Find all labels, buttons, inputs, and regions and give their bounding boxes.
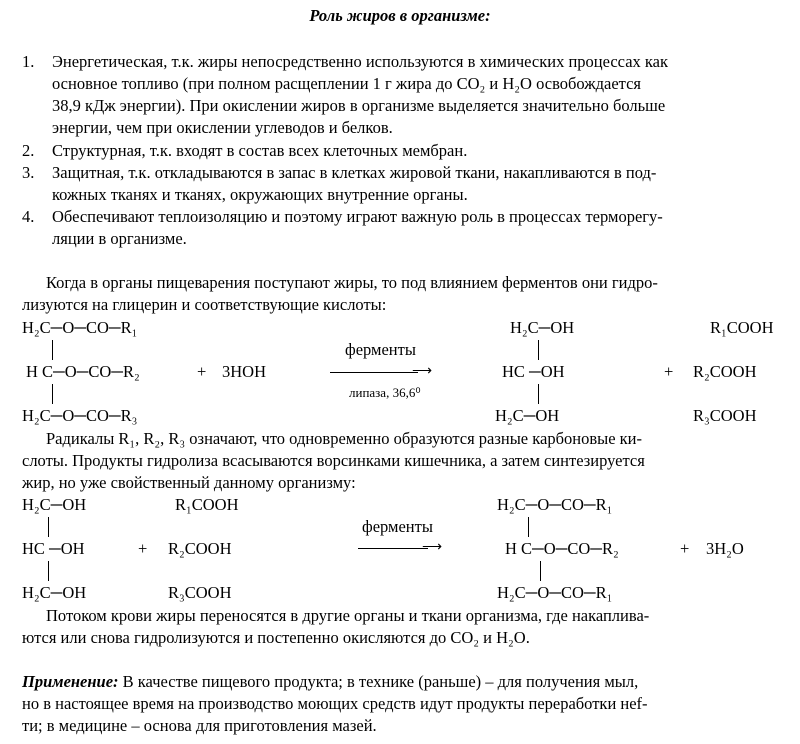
fat-row-1: H₂C─O─CO─R₁ bbox=[22, 318, 138, 337]
bond-line bbox=[52, 340, 53, 360]
fat-row-1: H₂C─O─CO─R₁ bbox=[497, 495, 613, 514]
acid-row-3: R₃COOH bbox=[168, 583, 232, 602]
glycerol-row-3: H₂C─OH bbox=[495, 406, 560, 425]
list-number: 3. bbox=[22, 163, 35, 182]
glycerol-row-1: H₂C─OH bbox=[22, 495, 87, 514]
fat-row-2: H C─O─CO─R₂ bbox=[26, 362, 140, 381]
list-line: Защитная, т.к. откладываются в запас в клетках жировой ткани, накапливаются в под- bbox=[52, 163, 657, 182]
list-number: 2. bbox=[22, 141, 35, 160]
plus-sign: + bbox=[664, 362, 674, 381]
paragraph-line: Радикалы R₁, R₂, R₃ означают, что одновременно образуются разные карбоновые ки- bbox=[46, 429, 642, 448]
reaction-arrow bbox=[330, 372, 418, 373]
paragraph-line: ются или снова гидролизуются и постепенно окисляются до CO₂ и H₂O. bbox=[22, 628, 530, 647]
paragraph-line: В качестве пищевого продукта; в технике (раньше) – для получения мыл, bbox=[118, 672, 639, 691]
list-line: энергии, чем при окислении углеводов и белков. bbox=[52, 118, 393, 137]
catalyst-label: липаза, 36,6⁰ bbox=[349, 385, 421, 400]
paragraph-line: жир, но уже свойственный данному организму: bbox=[22, 473, 356, 492]
list-number: 1. bbox=[22, 52, 35, 71]
fat-row-3: H₂C─O─CO─R₃ bbox=[22, 406, 138, 425]
acid-row-2: R₂COOH bbox=[693, 362, 757, 381]
glycerol-row-2: HC ─OH bbox=[22, 539, 85, 558]
acid-row-2: R₂COOH bbox=[168, 539, 232, 558]
glycerol-row-2: HC ─OH bbox=[502, 362, 565, 381]
arrow-head-icon: ⟶ bbox=[422, 540, 443, 555]
acid-row-1: R₁COOH bbox=[175, 495, 239, 514]
paragraph-line: но в настоящее время на производство моющих средств идут продукты переработки нef- bbox=[22, 694, 648, 713]
list-number: 4. bbox=[22, 207, 35, 226]
water-product: 3H₂O bbox=[706, 539, 744, 558]
paragraph-line: Когда в органы пищеварения поступают жиры, то под влиянием ферментов они гидро- bbox=[46, 273, 658, 292]
list-line: кожных тканях и тканях, окружающих внутренние органы. bbox=[52, 185, 468, 204]
acid-row-3: R₃COOH bbox=[693, 406, 757, 425]
paragraph-line: ти; в медицине – основа для приготовления мазей. bbox=[22, 716, 377, 735]
page-title: Роль жиров в организме: bbox=[309, 6, 491, 25]
paragraph-line: лизуются на глицерин и соответствующие кислоты: bbox=[22, 295, 387, 314]
bond-line bbox=[48, 561, 49, 581]
list-line: 38,9 кДж энергии). При окислении жиров в организме выделяется значительно больше bbox=[52, 96, 666, 115]
list-line: Структурная, т.к. входят в состав всех клеточных мембран. bbox=[52, 141, 468, 160]
glycerol-row-1: H₂C─OH bbox=[510, 318, 575, 337]
list-line: Обеспечивают теплоизоляцию и поэтому играют важную роль в процессах терморегу- bbox=[52, 207, 663, 226]
plus-sign: + bbox=[138, 539, 148, 558]
enzyme-label: ферменты bbox=[345, 340, 416, 359]
bond-line bbox=[528, 517, 529, 537]
fat-row-2: H C─O─CO─R₂ bbox=[505, 539, 619, 558]
bond-line bbox=[52, 384, 53, 404]
bond-line bbox=[48, 517, 49, 537]
list-line: основное топливо (при полном расщеплении 1 г жира до CO₂ и H₂O освобождается bbox=[52, 74, 642, 93]
plus-sign: + bbox=[680, 539, 690, 558]
bond-line bbox=[538, 340, 539, 360]
enzyme-label: ферменты bbox=[362, 517, 433, 536]
paragraph-line: слоты. Продукты гидролиза всасываются ворсинками кишечника, а затем синтезируется bbox=[22, 451, 645, 470]
list-line: Энергетическая, т.к. жиры непосредственно используются в химических процессах как bbox=[52, 52, 669, 71]
fat-row-3: H₂C─O─CO─R₁ bbox=[497, 583, 613, 602]
bond-line bbox=[540, 561, 541, 581]
glycerol-row-3: H₂C─OH bbox=[22, 583, 87, 602]
list-line: ляции в организме. bbox=[52, 229, 187, 248]
reaction-arrow bbox=[358, 548, 428, 549]
water-reagent: 3HOH bbox=[222, 362, 266, 381]
plus-sign: + bbox=[197, 362, 207, 381]
paragraph-line: Потоком крови жиры переносятся в другие органы и ткани организма, где накаплива- bbox=[46, 606, 650, 625]
acid-row-1: R₁COOH bbox=[710, 318, 774, 337]
application-label: Применение: bbox=[22, 672, 119, 691]
bond-line bbox=[538, 384, 539, 404]
arrow-head-icon: ⟶ bbox=[412, 364, 433, 379]
